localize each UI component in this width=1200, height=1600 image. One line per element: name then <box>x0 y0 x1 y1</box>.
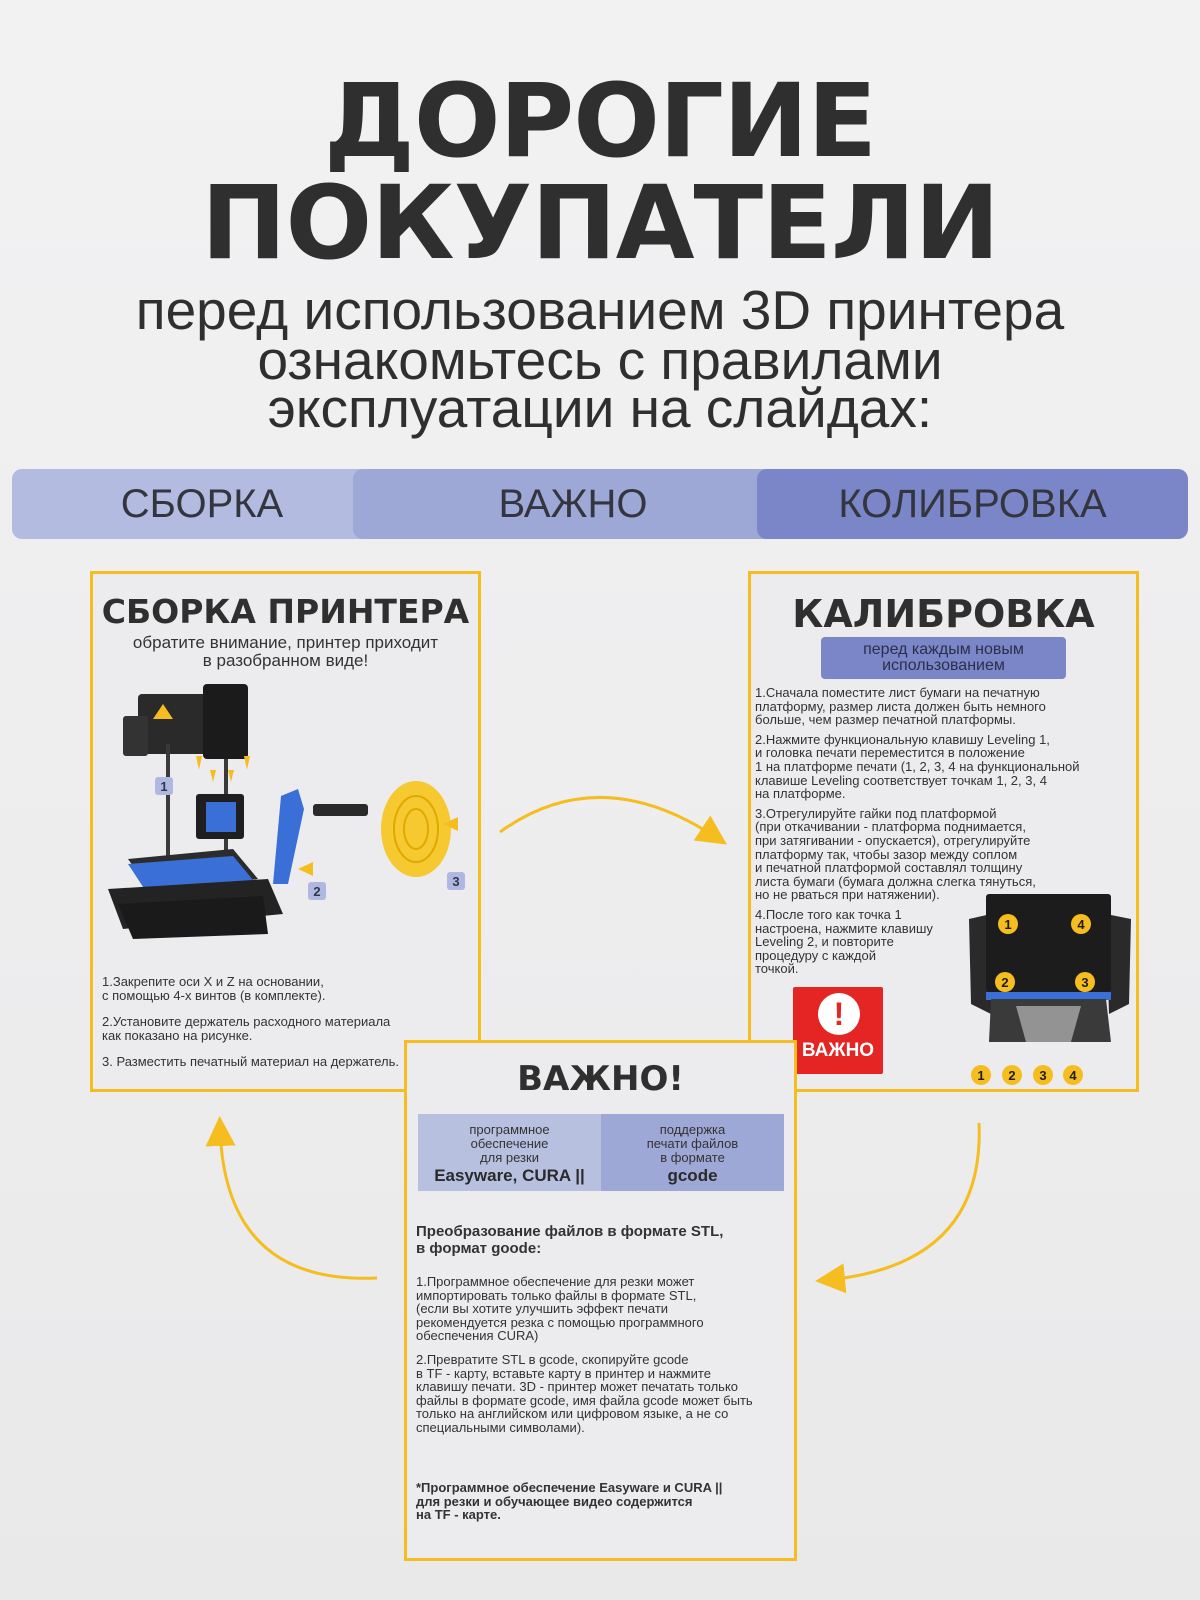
imp-p2-line: специальными символами). <box>416 1419 585 1435</box>
cal-step-1-line: клавише Leveling соответствует точкам 1, 2, 3, 4 <box>755 772 1047 788</box>
tab-calibration-label: КОЛИБРОВКА <box>838 481 1107 526</box>
cal-step-3-line: настроена, нажмите клавишу <box>755 920 933 936</box>
leveling-key-1: 1 <box>971 1065 991 1085</box>
software-box-line3: для резки <box>480 1150 539 1165</box>
tab-assembly-label: СБОРКА <box>120 481 284 526</box>
assembly-step-1 <box>102 975 482 1003</box>
important-card <box>404 1040 797 1561</box>
software-box-name: Easyware, CURA || <box>434 1166 585 1185</box>
imp-note-line: *Программное обеспечение Easyware и CURA || <box>416 1480 723 1495</box>
cal-step-2-line: платформу так, чтобы зазор между соплом <box>755 846 1018 862</box>
imp-p1-line: 1.Программное обеспечение для резки может <box>416 1274 695 1289</box>
platform-point-3: 3 <box>1075 972 1095 992</box>
conversion-heading-line1: Преобразование файлов в формате STL, <box>416 1223 724 1240</box>
imp-p1-line: обеспечения CURA) <box>416 1328 539 1343</box>
cal-step-3-line: точкой. <box>755 961 799 977</box>
conversion-heading-line2: в формат goode: <box>416 1240 542 1257</box>
imp-p1-line: импортировать только файлы в формате STL, <box>416 1287 697 1303</box>
assembly-card <box>90 571 481 1092</box>
assembly-step-3-line1: 3. Разместить печатный материал на держатель. <box>102 1054 399 1069</box>
exclamation-icon: ! <box>818 993 860 1035</box>
cal-step-2-line: при затягивании - опускается), отрегулируйте <box>755 832 1031 848</box>
calibration-step-1 <box>755 686 1135 727</box>
cal-step-1-line: 1 на платформе печати (1, 2, 3, 4 на функциональной <box>755 758 1080 774</box>
calibration-title: КАЛИБРОВКА <box>792 592 1095 636</box>
cal-step-2-line: и печатной платформой составлял толщину <box>755 860 1023 876</box>
subtitle-line2: ознакомьтесь с правилами <box>257 329 943 391</box>
subtitle-line3: эксплуатации на слайдах: <box>267 377 933 439</box>
cal-step-0-line: 1.Сначала поместите лист бумаги на печатную <box>755 685 1040 700</box>
cal-step-0-line: больше, чем размер печатной платформы. <box>755 712 1016 728</box>
gcode-box-line2: печати файлов <box>646 1136 739 1151</box>
software-box-line2: обеспечение <box>470 1136 549 1151</box>
cal-step-0-line: платформу, размер листа должен быть немного <box>755 698 1046 714</box>
important-title: ВАЖНО! <box>517 1059 684 1099</box>
calibration-step-2 <box>755 733 1135 801</box>
conversion-heading <box>416 1223 794 1257</box>
software-box-line1: программное <box>469 1122 550 1137</box>
leveling-platform-illustration <box>961 894 1136 1044</box>
filament-spool <box>381 781 451 877</box>
important-stamp-label: ВАЖНО <box>801 1040 875 1061</box>
cal-step-2-line: но не рваться при натяжении). <box>755 887 940 903</box>
software-box <box>418 1114 601 1191</box>
cal-step-2-line: (при откачивании - платформа поднимается, <box>755 819 1026 835</box>
gcode-box-line3: в формате <box>660 1150 725 1165</box>
imp-p2-line: в TF - карту, вставьте карту в принтер и нажмите <box>416 1365 711 1381</box>
platform-point-2: 2 <box>995 972 1015 992</box>
calibration-pill <box>821 637 1066 679</box>
cal-step-2-line: листа бумаги (бумага должна слегка тянуться, <box>755 873 1036 889</box>
imp-note-line: для резки и обучающее видео содержится <box>416 1493 693 1509</box>
cal-step-3-line: 4.После того как точка 1 <box>755 906 902 922</box>
subtitle-line1: перед использованием 3D принтера <box>135 279 1065 341</box>
screw-arrows <box>196 756 250 782</box>
calibration-step-3 <box>755 807 1135 902</box>
imp-p2-line: только на английском или цифровом языке, а не со <box>416 1406 729 1421</box>
imp-p2-line: 2.Превратите STL в gcode, скопируйте gcode <box>416 1352 689 1367</box>
arrow-to-assembly <box>220 1128 377 1278</box>
cal-step-2-line: 3.Отрегулируйте гайки под платформой <box>755 805 997 821</box>
gcode-box-line1: поддержка <box>659 1122 726 1137</box>
gcode-box-format: gcode <box>667 1166 718 1185</box>
page-title-line1: ДОРОГИЕ <box>323 62 877 181</box>
callout-2: 2 <box>308 882 326 900</box>
important-stamp <box>793 987 883 1074</box>
cal-step-3-line: Leveling 2, и повторите <box>755 934 894 950</box>
assembly-step-2 <box>102 1015 482 1043</box>
assembly-step-1-line1: 1.Закрепите оси X и Z на основании, <box>102 974 324 989</box>
calibration-pill-line2: использованием <box>882 657 1005 674</box>
cal-step-1-line: на платформе. <box>755 786 846 802</box>
callout-3: 3 <box>447 872 465 890</box>
spool-holder-bracket <box>273 789 304 884</box>
assembly-step-2-line2: как показано на рисунке. <box>102 1028 253 1043</box>
arrow-2 <box>298 862 313 876</box>
arrow-to-calibration <box>500 797 717 838</box>
cal-step-3-line: процедуру с каждой <box>755 947 876 963</box>
imp-p2-line: клавишу печати. 3D - принтер может печатать только <box>416 1379 739 1394</box>
assembly-step-1-line2: с помощью 4-х винтов (в комплекте). <box>102 988 326 1003</box>
assembly-subtitle-line2: в разобранном виде! <box>202 651 369 670</box>
assembly-step-2-line1: 2.Установите держатель расходного материала <box>102 1014 391 1029</box>
gcode-box <box>601 1114 784 1191</box>
printer-assembly-illustration <box>98 674 478 964</box>
conversion-paragraph-2 <box>416 1353 796 1434</box>
holder-rod <box>313 804 368 816</box>
leveling-key-2: 2 <box>1002 1065 1022 1085</box>
page-title-line2: ПОКУПАТЕЛИ <box>201 164 999 283</box>
assembly-subtitle-line1: обратите внимание, принтер приходит <box>132 633 439 652</box>
platform-point-4: 4 <box>1071 914 1091 934</box>
assembly-subtitle <box>93 634 478 670</box>
leveling-key-3: 3 <box>1033 1065 1053 1085</box>
leveling-key-4: 4 <box>1063 1065 1083 1085</box>
arrow-to-important <box>827 1123 979 1280</box>
imp-note-line: на TF - карте. <box>416 1507 501 1522</box>
imp-p1-line: рекомендуется резка с помощью программного <box>416 1314 704 1330</box>
cal-step-1-line: 2.Нажмите функциональную клавишу Leveling 1, <box>755 731 1050 747</box>
printer-base <box>108 849 283 939</box>
tab-important-label: ВАЖНО <box>498 481 648 526</box>
assembly-title: СБОРКА ПРИНТЕРА <box>101 592 470 631</box>
z-axis-mount <box>196 794 244 839</box>
footnote <box>416 1481 794 1522</box>
imp-p2-line: файлы в формате gcode, имя файла gcode может быть <box>416 1392 753 1408</box>
cal-step-1-line: и головка печати переместится в положение <box>755 745 1025 761</box>
calibration-card <box>748 571 1139 1092</box>
callout-1: 1 <box>155 777 173 795</box>
platform-point-1: 1 <box>998 914 1018 934</box>
conversion-paragraph-1 <box>416 1275 796 1343</box>
calibration-pill-line1: перед каждым новым <box>863 641 1024 658</box>
imp-p1-line: (если вы хотите улучшить эффект печати <box>416 1301 669 1316</box>
